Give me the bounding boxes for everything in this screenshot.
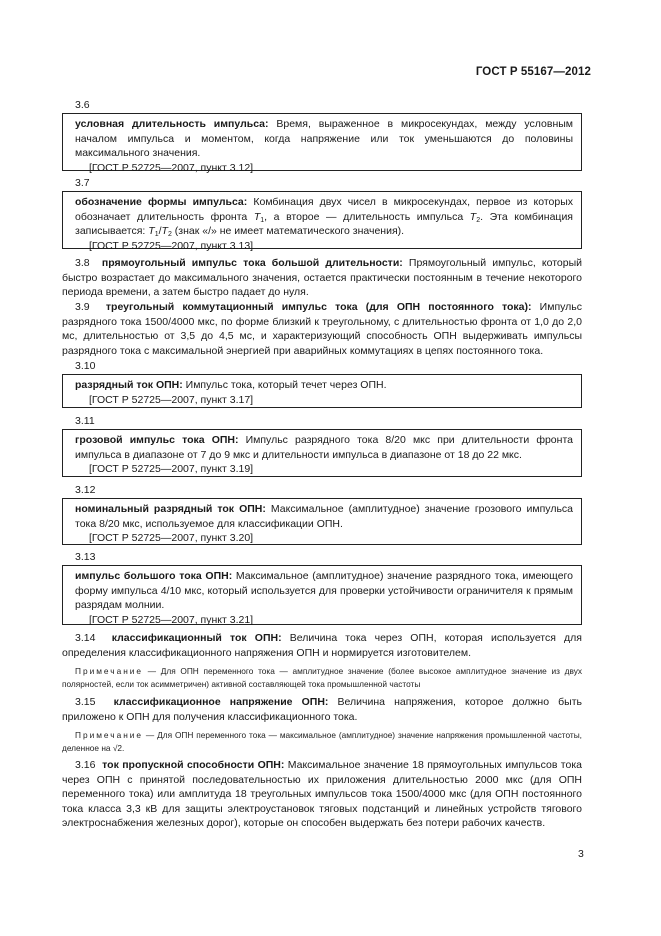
term: ток пропускной способности ОПН:	[102, 759, 285, 771]
term: условная длительность импульса:	[75, 118, 269, 130]
definition-text: Максимальное значение 18 прямоугольных импульсов тока через ОПН с принятой последовательностью их приложения длительностью 2000 мкс (для ОПН переменного тока) или амплитуда 18 треугольных импульсов тока 1500/4000 мкс (для ОПН постоянного тока класса 3,3 кВ для защиты электроустановок тяговых подстанций и линейных устройств тягового электроснабжения железных дорог), которые он способен выдержать без потери рабочих качеств.	[62, 759, 582, 829]
definition-text: Импульс разрядного тока 1500/4000 мкс, по форме близкий к треугольному, с длительностью фронта от 1,0 до 2,0 мс, длительностью от 3,5 до 4,5 мс, и характеризующий способность ОПН выдерживать импульсы разрядного тока с максимальной энергией при аварийных коммутациях в цепях постоянного тока.	[62, 301, 582, 357]
reference: [ГОСТ Р 52725—2007, пункт 3.13]	[89, 239, 254, 252]
slash: /	[158, 225, 162, 237]
definition-box	[62, 113, 582, 174]
definition-box	[62, 429, 582, 477]
page-number: 3	[578, 848, 584, 860]
standard-header: ГОСТ Р 55167—2012	[475, 66, 591, 78]
definition-paragraph	[62, 758, 582, 831]
symbol: T	[161, 225, 168, 237]
definition-paragraph	[62, 300, 582, 358]
term: классификационное напряжение ОПН:	[113, 696, 329, 708]
subscript: 1	[260, 216, 265, 224]
term: номинальный разрядный ток ОПН:	[75, 503, 266, 515]
term: грозовой импульс тока ОПН:	[75, 434, 239, 446]
definition-box	[62, 191, 582, 252]
note-text: — Для ОПН переменного тока — максимальное (амплитудное) значение напряжения промышленной частоты, деленное на	[62, 730, 582, 753]
note-text-end: .	[122, 743, 125, 753]
clause-number: 3.14	[75, 632, 96, 644]
definition-text: (знак «/» не имеет математического значения).	[174, 225, 405, 237]
subscript: 1	[154, 231, 159, 238]
clause-number: 3.16	[75, 759, 96, 771]
definition-paragraph	[62, 695, 582, 724]
definition-text: Максимальное (амплитудное) значение грозового импульса тока 8/20 мкс, используемое для классификации ОПН.	[75, 503, 574, 530]
term: прямоугольный импульс тока большой длительности:	[101, 257, 403, 269]
definition-box	[62, 498, 582, 545]
clause-number: 3.9	[75, 301, 90, 313]
term: разрядный ток ОПН:	[75, 379, 183, 391]
definition-text: Прямоугольный импульс, который быстро возрастает до максимального значения, остается практически постоянным в течение некоторого периода времени, а затем быстро падает до нуля.	[62, 257, 582, 298]
reference: [ГОСТ Р 52725—2007, пункт 3.20]	[89, 532, 254, 544]
reference: [ГОСТ Р 52725—2007, пункт 3.19]	[89, 463, 254, 475]
clause-number: 3.12	[75, 484, 96, 496]
term: обозначение формы импульса:	[75, 196, 248, 208]
term: треугольный коммутационный импульс тока (для ОПН постоянного тока):	[105, 301, 532, 313]
symbol: T	[148, 225, 155, 237]
note	[62, 665, 582, 691]
definition-box	[62, 374, 582, 408]
reference: [ГОСТ Р 52725—2007, пункт 3.17]	[89, 393, 254, 406]
subscript: 2	[476, 216, 481, 224]
clause-number: 3.15	[75, 696, 96, 708]
definition-text: Импульс тока, который течет через ОПН.	[185, 379, 387, 391]
definition-text: Максимальное (амплитудное) значение разрядного тока, имеющего форму импульса 4/10 мкс, который используется для проверки устойчивости ограничителя к прямым разрядам молнии.	[75, 570, 573, 611]
definition-text: Величина напряжения, которое должно быть приложено к ОПН для получения классификационного тока.	[62, 696, 582, 723]
subscript: 2	[167, 231, 172, 238]
note-label: Примечание	[75, 666, 144, 676]
symbol: T	[253, 210, 261, 223]
sqrt-symbol: √2	[112, 743, 123, 753]
clause-number: 3.11	[75, 415, 95, 427]
term: импульс большого тока ОПН:	[75, 570, 233, 582]
definition-text: Комбинация двух чисел в микросекундах, первое из которых обозначает длительность фронта	[75, 196, 574, 223]
definition-box	[62, 565, 582, 625]
definition-paragraph	[62, 631, 582, 660]
clause-number: 3.10	[75, 360, 96, 372]
definition-text: , а второе — длительность импульса	[264, 210, 464, 223]
reference: [ГОСТ Р 52725—2007, пункт 3.12]	[89, 161, 254, 174]
definition-text: Импульс разрядного тока 8/20 мкс при длительности фронта импульса в диапазоне от 7 до 9 мкс и длительности импульса в диапазоне от 18 до 22 мкс.	[75, 434, 573, 461]
symbol: T	[469, 210, 477, 223]
clause-number: 3.13	[75, 551, 96, 563]
definition-paragraph	[62, 256, 582, 300]
term: классификационный ток ОПН:	[111, 632, 282, 644]
clause-number: 3.6	[75, 99, 90, 111]
note-label: Примечание	[75, 730, 144, 740]
reference: [ГОСТ Р 52725—2007, пункт 3.21]	[89, 613, 254, 626]
clause-number: 3.8	[75, 257, 90, 269]
note	[62, 729, 582, 755]
definition-text: Величина тока через ОПН, которая используется для определения классификационного напряжения ОПН и нормируется изготовителем.	[62, 632, 582, 659]
definition-text: Время, выраженное в микросекундах, между условным началом импульса и моментом, когда напряжение или ток уменьшаются до половины максимального значения.	[75, 118, 574, 159]
clause-number: 3.7	[75, 177, 90, 189]
definition-text: . Эта комбинация записывается:	[75, 210, 573, 237]
note-text: — Для ОПН переменного тока — амплитудное значение (более высокое амплитудное значение из двух полярностей, если ток асимметричен) активной составляющей тока промышленной частоты	[62, 666, 582, 689]
